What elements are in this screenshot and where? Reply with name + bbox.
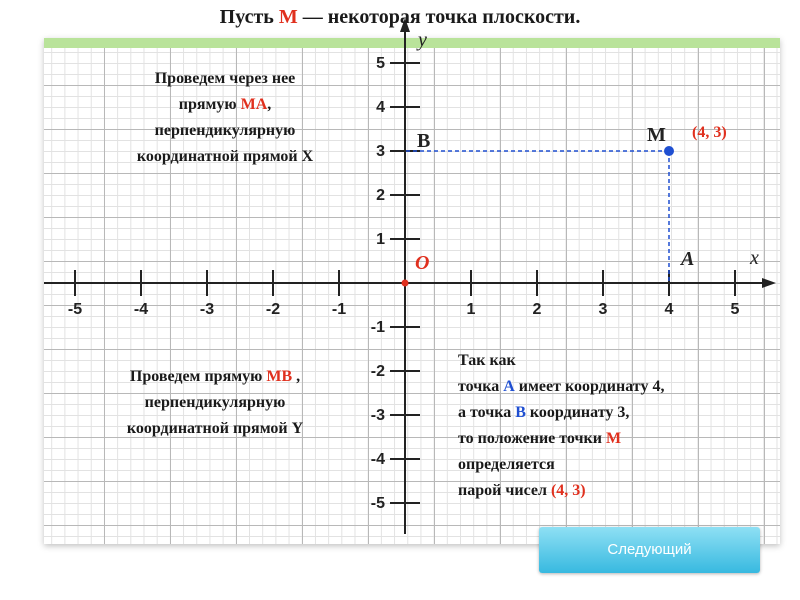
y-tick-label: -1 (370, 319, 385, 336)
point-m-label: М (278, 6, 298, 28)
point-m-label: M (647, 124, 666, 146)
note-conclusion: Так как точка А имеет координату 4, а точка В координату 3, то положение точки М определяется парой чисел (4, 3) (458, 352, 665, 499)
segment-ma-label: МА (240, 96, 268, 113)
y-tick-label: -3 (370, 407, 385, 424)
x-tick-label: 5 (730, 301, 740, 318)
x-tick-label: -5 (67, 301, 83, 318)
x-axis-label: x (750, 247, 759, 269)
perpendicular-guides (405, 151, 669, 283)
x-tick-label: 2 (532, 301, 542, 318)
x-tick-label: -3 (199, 301, 215, 318)
y-tick-label: -2 (370, 363, 385, 380)
coordinate-pair: (4, 3) (550, 482, 586, 499)
x-tick-label: 3 (598, 301, 608, 318)
y-tick-label: -5 (370, 495, 385, 512)
x-axis-arrow (762, 278, 776, 288)
x-tick-label: 1 (466, 301, 476, 318)
y-tick-label: 5 (376, 55, 385, 72)
x-tick-label: 4 (664, 301, 674, 318)
point-a-label: A (681, 248, 695, 270)
x-tick-label: -4 (133, 301, 149, 318)
plotted-points (402, 124, 695, 287)
x-tick-label: -1 (331, 301, 347, 318)
x-tick-label: -2 (265, 301, 281, 318)
x-axis (44, 278, 776, 288)
note-line-mb: Проведем прямую МВ , перпендикулярную координатной прямой Y (126, 368, 304, 437)
segment-mb-label: МВ (266, 368, 293, 385)
y-axis (400, 18, 410, 534)
point-b-label: B (417, 130, 431, 152)
y-tick-label: 3 (376, 143, 385, 160)
slide-title: Пусть М — некоторая точка плоскости. (219, 6, 581, 28)
point-m (664, 146, 674, 156)
point-m-coords: (4, 3) (692, 124, 727, 141)
y-tick-label: 1 (376, 231, 385, 248)
note-line-ma: Проведем через нее прямую МА, перпендикулярную координатной прямой X (136, 70, 314, 165)
next-button[interactable]: Следующий (539, 527, 760, 573)
y-tick-label: -4 (370, 451, 385, 468)
point-o-label: O (415, 252, 430, 274)
y-tick-label: 2 (376, 187, 385, 204)
y-tick-label: 4 (376, 99, 385, 116)
point-o (402, 280, 409, 287)
y-axis-label: y (418, 29, 427, 51)
